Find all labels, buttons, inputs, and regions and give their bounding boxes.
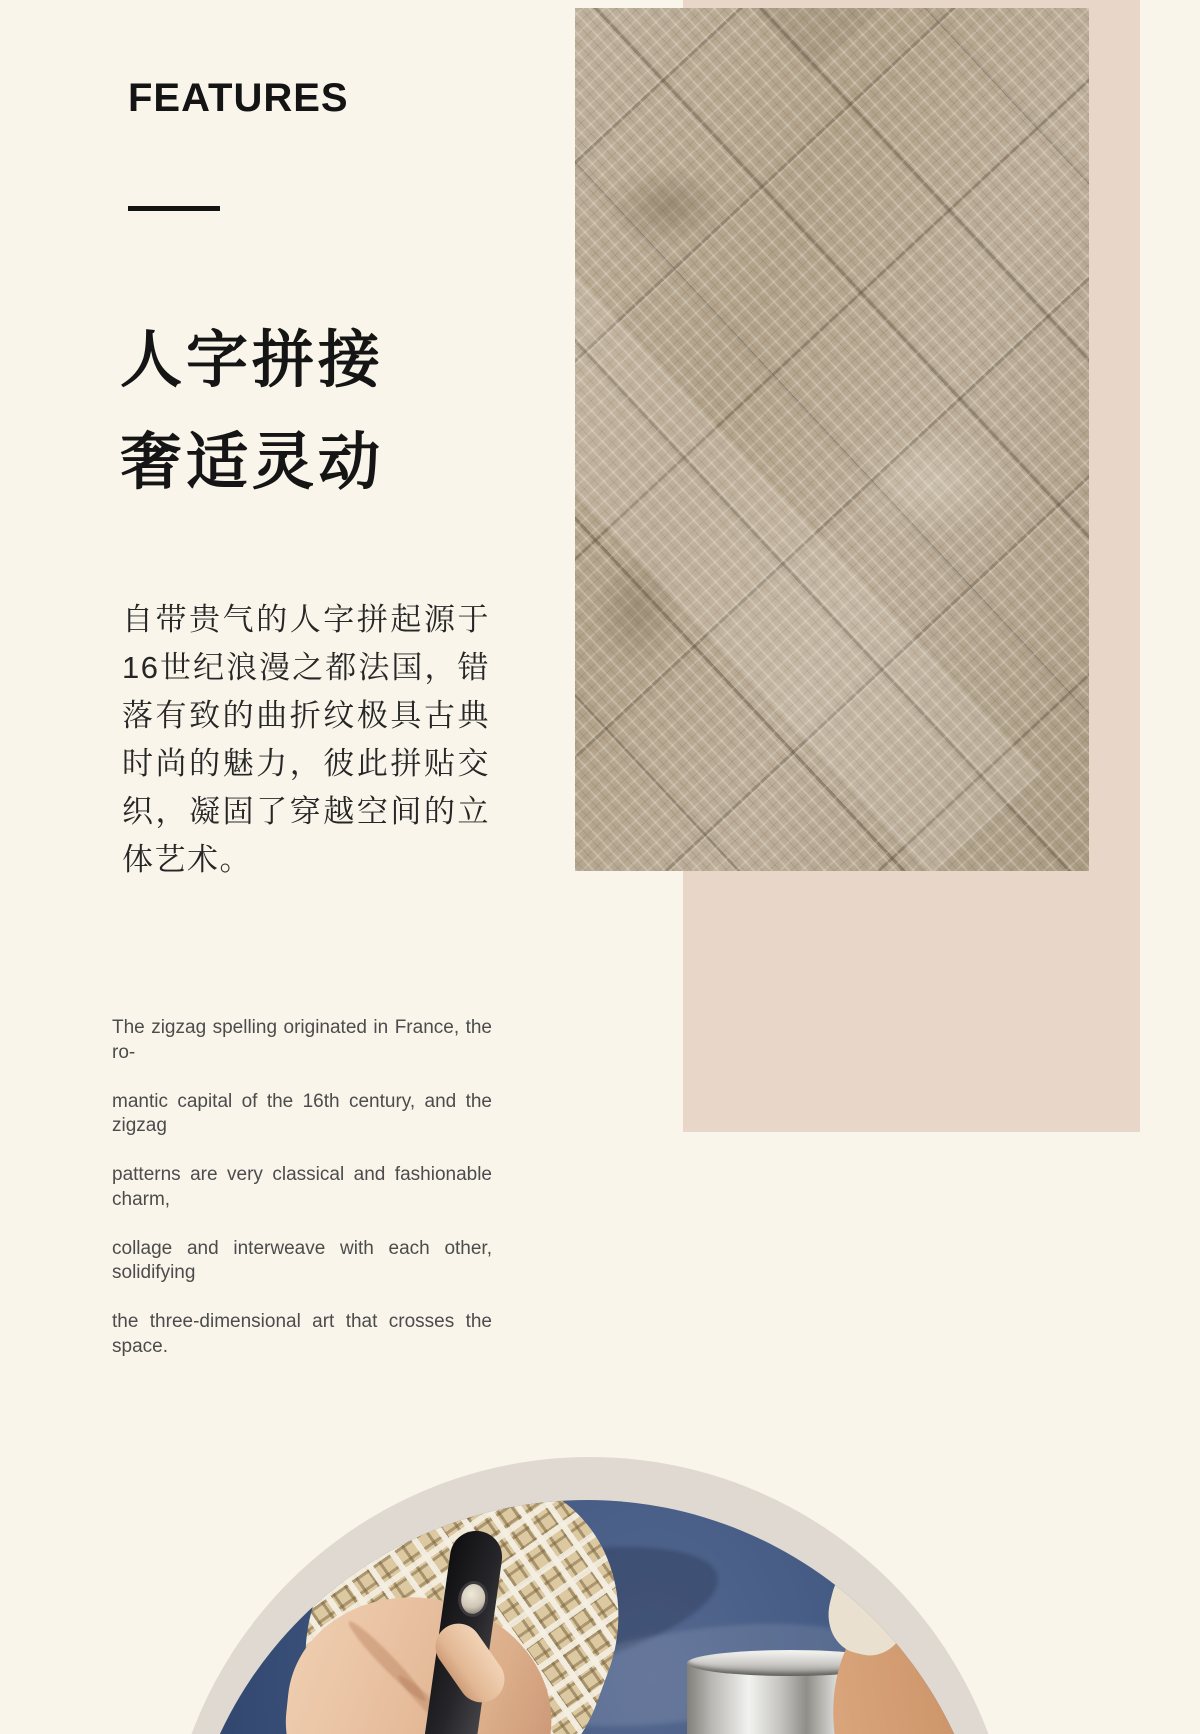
intro-en-line: The zigzag spelling originated in France, the ro- [112, 1017, 492, 1063]
intro-en-line: the three-dimensional art that crosses the space. [112, 1311, 492, 1357]
headline-zh [120, 310, 384, 514]
wood-plank-highlight [575, 188, 1041, 871]
wood-plank-shadow [695, 8, 1089, 72]
worker-photo-circle [182, 1500, 992, 1734]
divider-dash [128, 206, 220, 211]
herringbone-floor-image [575, 8, 1089, 871]
tool-handle-hole [456, 1579, 491, 1619]
headline-line-1: 人字拼接 [120, 326, 385, 395]
intro-en-line: mantic capital of the 16th century, and the zigzag [112, 1090, 492, 1136]
features-heading: FEATURES [128, 76, 349, 120]
intro-paragraph-zh: 自带贵气的人字拼起源于16世纪浪漫之都法国，错落有致的曲折纹极具古典时尚的魅力，彼此拼贴交织，凝固了穿越空间的立体艺术。 [122, 602, 490, 877]
intro-en-line: collage and interweave with each other, solidifying [112, 1237, 492, 1283]
intro-en-line: patterns are very classical and fashionable charm, [112, 1164, 492, 1210]
headline-line-2: 奢适灵动 [120, 428, 385, 497]
intro-paragraph-en [112, 1016, 492, 1359]
